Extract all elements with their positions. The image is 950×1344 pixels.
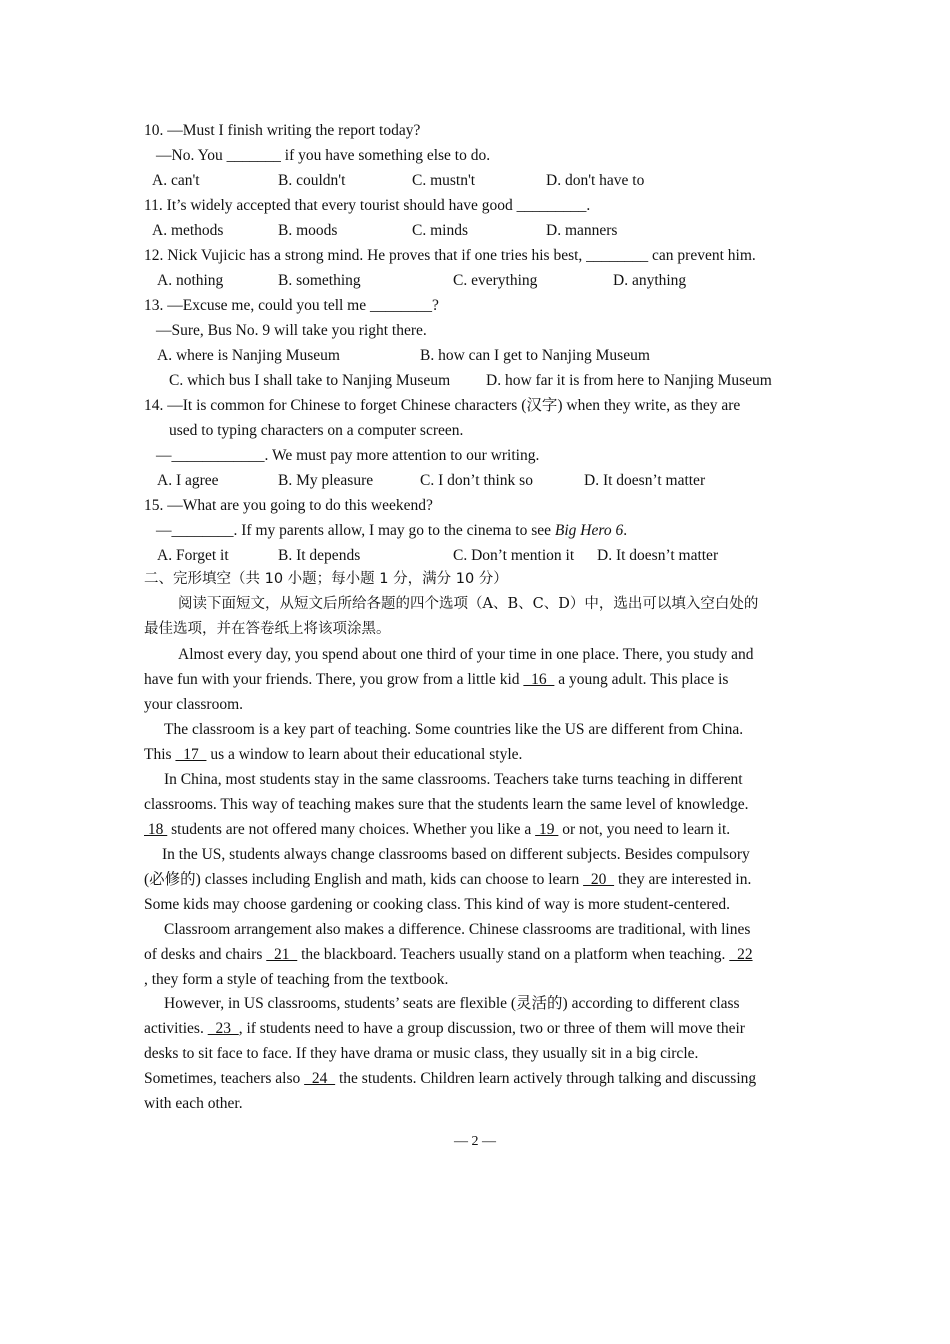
question-11-option-a: A. methods (152, 222, 224, 239)
blank-19: 19 (535, 821, 559, 838)
passage-text: of desks and chairs (144, 946, 267, 963)
question-10-option-d: D. don't have to (546, 172, 645, 189)
question-15-option-d: D. It doesn’t matter (597, 547, 719, 564)
blank-18: 18 (144, 821, 168, 838)
question-12-stem: 12. Nick Vujicic has a strong mind. He proves that if one tries his best, ________ can prevent him. (144, 247, 756, 264)
question-11-option-d: D. manners (546, 222, 618, 239)
passage-p4-line-2 (144, 870, 751, 890)
blank-22: 22 (729, 946, 753, 963)
passage-p1-line-1: Almost every day, you spend about one third of your time in one place. There, you study and (178, 646, 754, 663)
passage-p6-line-3: desks to sit face to face. If they have drama or music class, they usually sit in a big circle. (144, 1045, 699, 1062)
question-13-option-a: A. where is Nanjing Museum (157, 347, 340, 364)
movie-title: Big Hero 6 (554, 522, 624, 539)
question-15-reply-text: —________. If my parents allow, I may go to the cinema to see (156, 522, 555, 539)
passage-text: us a window to learn about their educational style. (206, 746, 523, 763)
passage-p4-line-3: Some kids may choose gardening or cooking class. This kind of way is more student-centered. (144, 896, 731, 913)
passage-text: (必修的) classes including English and math, kids can choose to learn (144, 871, 584, 888)
passage-text: a young adult. This place is (554, 671, 729, 688)
question-15-stem: 15. —What are you going to do this weekend? (144, 497, 433, 514)
section-2-instruction-line-2: 最佳选项，并在答卷纸上将该项涂黑。 (144, 621, 391, 637)
question-13-stem: 13. —Excuse me, could you tell me ________? (144, 297, 439, 314)
question-15-option-a: A. Forget it (157, 547, 229, 564)
blank-20: 20 (583, 871, 615, 888)
passage-text: have fun with your friends. There, you grow from a little kid (144, 671, 524, 688)
passage-text: the blackboard. Teachers usually stand on a platform when teaching. (297, 946, 730, 963)
passage-text: Sometimes, teachers also (144, 1070, 305, 1087)
question-15-option-c: C. Don’t mention it (453, 547, 575, 564)
question-12-option-c: C. everything (453, 272, 538, 289)
page-number: — 2 — (454, 1134, 496, 1149)
passage-text: This (144, 746, 176, 763)
question-13-option-d: D. how far it is from here to Nanjing Museum (486, 372, 772, 389)
passage-text: the students. Children learn actively through talking and discussing (335, 1070, 757, 1087)
passage-p5-line-2 (144, 945, 753, 965)
question-10-option-a: A. can't (152, 172, 200, 189)
passage-p1-line-2 (144, 670, 728, 690)
question-14-option-b: B. My pleasure (278, 472, 374, 489)
section-2-instruction-line-1: 阅读下面短文，从短文后所给各题的四个选项（A、B、C、D）中，选出可以填入空白处的 (178, 596, 759, 612)
question-11-stem: 11. It’s widely accepted that every tourist should have good _________. (144, 197, 591, 214)
question-13-option-c: C. which bus I shall take to Nanjing Museum (169, 372, 451, 389)
passage-p6-line-1: However, in US classrooms, students’ seats are flexible (灵活的) according to different class (164, 995, 740, 1012)
blank-21: 21 (266, 946, 298, 963)
blank-16: 16 (523, 671, 555, 688)
blank-17: 17 (175, 746, 207, 763)
question-12-option-a: A. nothing (157, 272, 224, 289)
passage-p3-line-2: classrooms. This way of teaching makes sure that the students learn the same level of knowledge. (144, 796, 749, 813)
question-12-option-b: B. something (278, 272, 361, 289)
passage-p2-line-2 (144, 745, 522, 765)
passage-p5-line-3: , they form a style of teaching from the textbook. (144, 971, 449, 988)
section-2-heading: 二、完形填空（共 10 小题；每小题 1 分，满分 10 分） (144, 571, 508, 587)
question-15-option-b: B. It depends (278, 547, 361, 564)
passage-p6-line-4 (144, 1069, 756, 1089)
question-15-reply-end: . (623, 522, 628, 539)
passage-text: students are not offered many choices. Whether you like a (167, 821, 536, 838)
question-13-option-b: B. how can I get to Nanjing Museum (420, 347, 650, 364)
passage-text: or not, you need to learn it. (558, 821, 731, 838)
question-14-option-c: C. I don’t think so (420, 472, 533, 489)
question-14-option-d: D. It doesn’t matter (584, 472, 706, 489)
passage-p6-line-2 (144, 1019, 745, 1039)
question-10-option-b: B. couldn't (278, 172, 346, 189)
passage-p2-line-1: The classroom is a key part of teaching. Some countries like the US are different from China. (164, 721, 744, 738)
passage-p6-line-5: with each other. (144, 1095, 243, 1112)
blank-24: 24 (304, 1070, 336, 1087)
question-10-reply: —No. You _______ if you have something else to do. (156, 147, 491, 164)
blank-23: 23 (207, 1020, 239, 1037)
passage-p4-line-1: In the US, students always change classrooms based on different subjects. Besides compulsory (162, 846, 750, 863)
question-14-stem-line-2: used to typing characters on a computer screen. (169, 422, 464, 439)
passage-p3-line-3 (144, 820, 730, 840)
question-15-reply (156, 521, 627, 541)
question-14-stem-line-1: 14. —It is common for Chinese to forget Chinese characters (汉字) when they write, as they are (144, 397, 741, 414)
passage-p5-line-1: Classroom arrangement also makes a difference. Chinese classrooms are traditional, with lines (164, 921, 751, 938)
passage-text: activities. (144, 1020, 208, 1037)
question-11-option-c: C. minds (412, 222, 468, 239)
question-14-reply: —____________. We must pay more attention to our writing. (156, 447, 540, 464)
question-10-option-c: C. mustn't (412, 172, 476, 189)
question-12-option-d: D. anything (613, 272, 687, 289)
passage-text: they are interested in. (614, 871, 752, 888)
passage-p3-line-1: In China, most students stay in the same classrooms. Teachers take turns teaching in different (164, 771, 743, 788)
question-10-stem: 10. —Must I finish writing the report today? (144, 122, 421, 139)
passage-text: , if students need to have a group discussion, two or three of them will move their (238, 1020, 745, 1037)
passage-p1-line-3: your classroom. (144, 696, 244, 713)
question-11-option-b: B. moods (278, 222, 338, 239)
question-13-reply: —Sure, Bus No. 9 will take you right there. (156, 322, 427, 339)
question-14-option-a: A. I agree (157, 472, 219, 489)
